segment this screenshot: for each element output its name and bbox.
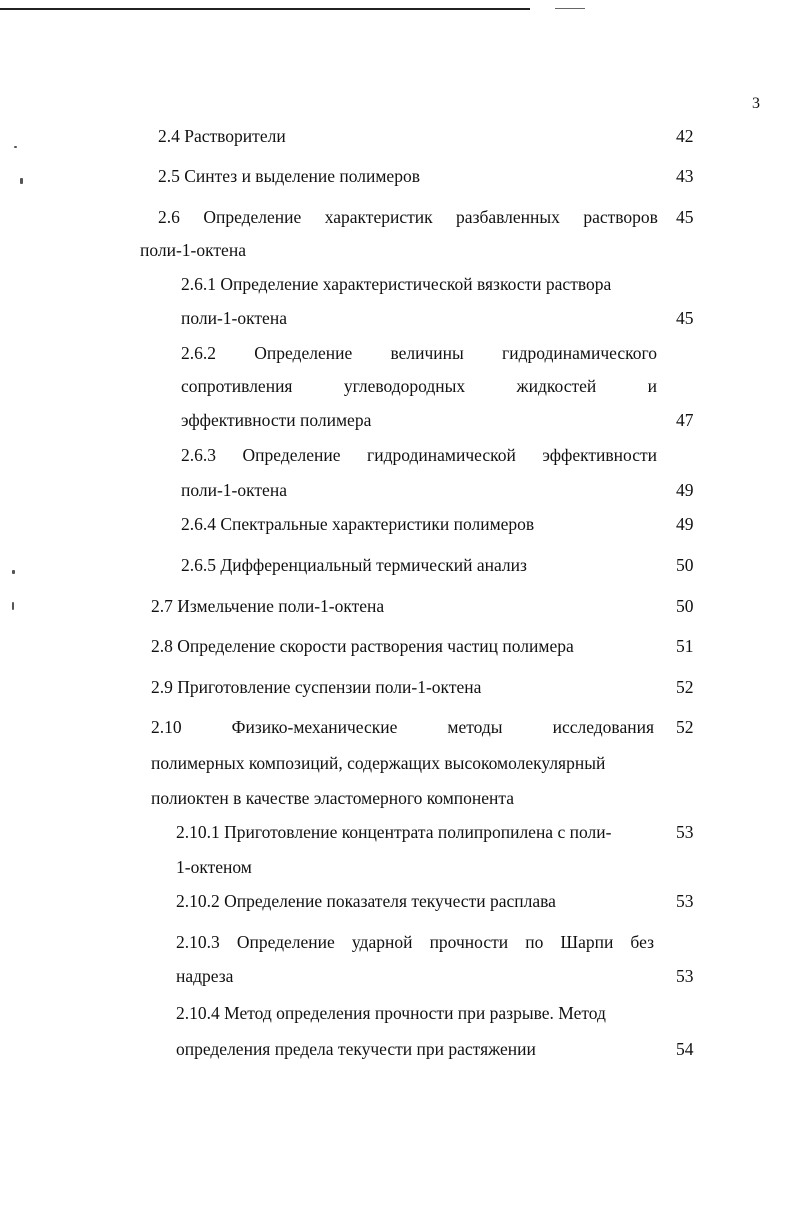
page-number: 3 — [752, 95, 760, 112]
entry-word: Определение — [203, 207, 302, 227]
entry-word: гидродинамического — [502, 343, 657, 363]
entry-word: жидкостей — [516, 376, 597, 396]
page-ref-text: 42 — [676, 126, 694, 146]
toc-entry-2-6-2-line1 — [181, 343, 657, 364]
entry-title: 2.4 Растворители — [158, 126, 286, 146]
entry-word: величины — [390, 343, 464, 363]
entry-title: эффективности полимера — [181, 410, 372, 430]
entry-title: 2.6.5 Дифференциальный термический анализ — [181, 555, 527, 575]
page-ref-text: 49 — [676, 480, 694, 500]
scan-speck — [12, 602, 14, 610]
entry-word: 2.10 — [151, 717, 182, 737]
page-ref-text: 47 — [676, 410, 694, 430]
page-ref-text: 52 — [676, 717, 694, 737]
entry-word: Определение — [236, 932, 335, 952]
entry-title: 2.8 Определение скорости растворения частиц полимера — [151, 636, 574, 656]
top-rule — [0, 8, 530, 10]
entry-word: методы — [447, 717, 503, 737]
entry-title: 2.6.4 Спектральные характеристики полимеров — [181, 514, 535, 534]
entry-title: полиоктен в качестве эластомерного компонента — [151, 788, 515, 808]
entry-word: растворов — [583, 207, 658, 227]
entry-title: 2.10.1 Приготовление концентрата полипропилена с поли- — [176, 822, 612, 842]
toc-entry-2-10-3-line1 — [176, 932, 654, 953]
entry-word: 2.6.3 — [181, 445, 216, 465]
entry-word: Шарпи — [560, 932, 614, 952]
entry-word: эффективности — [542, 445, 657, 465]
entry-title: 1-октеном — [176, 857, 252, 877]
entry-word: без — [630, 932, 654, 952]
toc-entry-2-6-3-line1 — [181, 445, 657, 466]
scan-speck — [14, 146, 17, 148]
scan-speck — [12, 570, 15, 574]
entry-word: ударной — [351, 932, 413, 952]
entry-title: 2.10.4 Метод определения прочности при разрыве. Метод — [176, 1003, 606, 1023]
page-ref-text: 45 — [676, 207, 694, 227]
entry-title: определения предела текучести при растяжении — [176, 1039, 536, 1059]
entry-word: 2.6.2 — [181, 343, 216, 363]
page-ref-text: 53 — [676, 891, 694, 911]
page-ref-text: 53 — [676, 966, 694, 986]
page-ref-text: 51 — [676, 636, 694, 656]
entry-word: по — [525, 932, 544, 952]
entry-title: надреза — [176, 966, 234, 986]
entry-word: разбавленных — [456, 207, 560, 227]
entry-word: углеводородных — [343, 376, 466, 396]
toc-entry-2-6-line1 — [158, 207, 658, 228]
entry-title: 2.5 Синтез и выделение полимеров — [158, 166, 420, 186]
page-ref-text: 54 — [676, 1039, 694, 1059]
entry-word: прочности — [429, 932, 509, 952]
page-ref-text: 49 — [676, 514, 694, 534]
page-ref-text: 50 — [676, 596, 694, 616]
entry-title: полимерных композиций, содержащих высокомолекулярный — [151, 753, 606, 773]
entry-title: поли-1-октена — [181, 308, 287, 328]
page-ref-text: 52 — [676, 677, 694, 697]
entry-word: Определение — [254, 343, 353, 363]
entry-word: Определение — [242, 445, 341, 465]
page-ref-text: 53 — [676, 822, 694, 842]
entry-word: 2.10.3 — [176, 932, 220, 952]
entry-title: поли-1-октена — [181, 480, 287, 500]
entry-word: исследования — [552, 717, 654, 737]
entry-title: поли-1-октена — [140, 240, 246, 260]
entry-word: 2.6 — [158, 207, 180, 227]
page-ref-text: 50 — [676, 555, 694, 575]
entry-word: характеристик — [324, 207, 433, 227]
entry-word: гидродинамической — [367, 445, 516, 465]
scan-speck — [20, 178, 23, 184]
page-ref-text: 45 — [676, 308, 694, 328]
entry-word: сопротивления — [181, 376, 293, 396]
toc-entry-2-10-line1 — [151, 717, 654, 738]
page-ref-text: 43 — [676, 166, 694, 186]
entry-word: и — [647, 376, 657, 396]
entry-title: 2.6.1 Определение характеристической вязкости раствора — [181, 274, 612, 294]
entry-word: Физико-механические — [231, 717, 398, 737]
entry-title: 2.10.2 Определение показателя текучести расплава — [176, 891, 556, 911]
top-rule-fragment — [555, 8, 585, 9]
entry-title: 2.9 Приготовление суспензии поли-1-октена — [151, 677, 482, 697]
toc-entry-2-6-2-line2 — [181, 376, 657, 397]
entry-title: 2.7 Измельчение поли-1-октена — [151, 596, 385, 616]
